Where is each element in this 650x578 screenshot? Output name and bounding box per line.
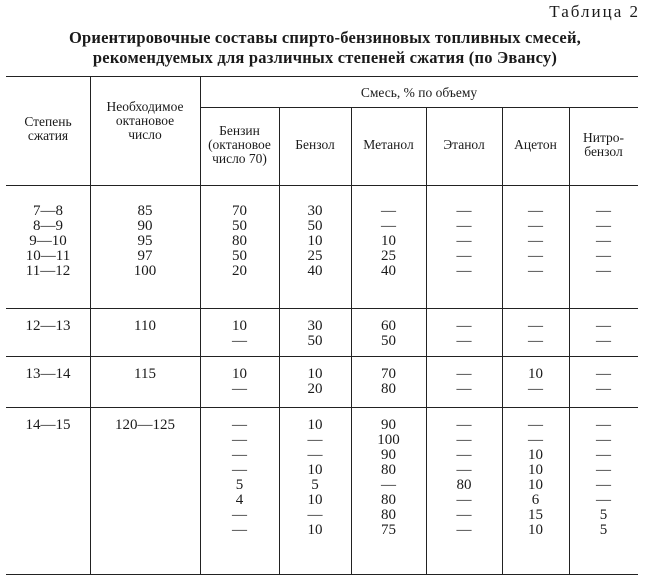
cell-nitrobenzene: — bbox=[596, 381, 611, 397]
cell-benzene: 20 bbox=[307, 381, 323, 397]
cell-octane: 95 bbox=[137, 233, 153, 249]
cell-acetone: — bbox=[528, 203, 543, 219]
cell-nitrobenzene: 5 bbox=[599, 507, 608, 523]
header-gasoline-line: Бензин bbox=[219, 123, 260, 138]
cell-benzene: 40 bbox=[307, 263, 323, 279]
cell-compression-ratio: 8—9 bbox=[33, 218, 63, 234]
cell-acetone: — bbox=[528, 218, 543, 234]
cell-octane: 85 bbox=[137, 203, 153, 219]
cell-acetone: — bbox=[528, 233, 543, 249]
cell-nitrobenzene: — bbox=[596, 203, 611, 219]
cell-methanol: 80 bbox=[381, 381, 396, 397]
cell-acetone: 15 bbox=[528, 507, 543, 523]
cell-octane: 97 bbox=[137, 248, 153, 264]
cell-acetone: 10 bbox=[528, 462, 543, 478]
cell-ethanol: — bbox=[456, 507, 472, 523]
cell-gasoline: 10 bbox=[232, 318, 247, 334]
header-divider bbox=[6, 185, 638, 186]
header-benzene-line: Бензол bbox=[295, 137, 335, 152]
cell-nitrobenzene: — bbox=[596, 447, 611, 463]
cell-ethanol: — bbox=[456, 203, 472, 219]
group-divider bbox=[6, 308, 638, 309]
cell-compression-ratio: 12—13 bbox=[25, 318, 71, 334]
cell-benzene: 50 bbox=[307, 218, 323, 234]
header-methanol bbox=[351, 138, 426, 152]
header-nitrobenzene bbox=[569, 131, 638, 159]
header-compression-ratio-line: Степень bbox=[24, 114, 72, 129]
cell-nitrobenzene: — bbox=[596, 248, 611, 264]
cell-methanol: 50 bbox=[381, 333, 396, 349]
cell-benzene: 5 bbox=[311, 477, 319, 493]
header-compression-ratio bbox=[6, 115, 90, 143]
header-benzene bbox=[279, 138, 351, 152]
cell-nitrobenzene: — bbox=[596, 432, 611, 448]
cell-nitrobenzene: — bbox=[596, 477, 611, 493]
cell-acetone: — bbox=[528, 248, 543, 264]
header-nitrobenzene-line: бензол bbox=[584, 144, 623, 159]
cell-octane: 100 bbox=[133, 263, 157, 279]
cell-ethanol: — bbox=[456, 318, 472, 334]
cell-methanol: 10 bbox=[381, 233, 396, 249]
cell-ethanol: — bbox=[456, 381, 472, 397]
cell-methanol: — bbox=[381, 218, 396, 234]
cell-gasoline: 20 bbox=[232, 263, 247, 279]
mixture-header-divider bbox=[200, 107, 638, 108]
header-octane-number-line: число bbox=[128, 127, 162, 142]
cell-ethanol: — bbox=[456, 462, 472, 478]
cell-methanol: 80 bbox=[381, 462, 396, 478]
cell-benzene: 30 bbox=[307, 318, 323, 334]
cell-gasoline: 10 bbox=[232, 366, 247, 382]
cell-benzene: 10 bbox=[307, 462, 323, 478]
cell-octane: 120—125 bbox=[115, 417, 175, 433]
cell-benzene: 30 bbox=[307, 203, 323, 219]
cell-gasoline: — bbox=[232, 381, 247, 397]
cell-benzene: 50 bbox=[307, 333, 323, 349]
cell-methanol: 100 bbox=[377, 432, 400, 448]
header-mixture: Смесь, % по объему bbox=[360, 85, 478, 100]
cell-nitrobenzene: — bbox=[596, 492, 611, 508]
cell-methanol: 90 bbox=[381, 447, 396, 463]
cell-benzene: — bbox=[307, 447, 323, 463]
header-nitrobenzene-line: Нитро- bbox=[582, 130, 625, 145]
header-acetone bbox=[502, 138, 569, 152]
header-octane-number bbox=[90, 100, 200, 142]
cell-nitrobenzene: — bbox=[596, 417, 611, 433]
cell-nitrobenzene: — bbox=[596, 366, 611, 382]
cell-methanol: 25 bbox=[381, 248, 396, 264]
cell-ethanol: — bbox=[456, 233, 472, 249]
cell-acetone: 10 bbox=[528, 522, 543, 538]
cell-nitrobenzene: — bbox=[596, 233, 611, 249]
cell-acetone: 10 bbox=[528, 447, 543, 463]
cell-gasoline: — bbox=[232, 462, 247, 478]
cell-benzene: 10 bbox=[307, 417, 323, 433]
cell-gasoline: — bbox=[232, 333, 247, 349]
cell-methanol: — bbox=[381, 477, 396, 493]
cell-methanol: 80 bbox=[381, 507, 396, 523]
cell-methanol: 75 bbox=[381, 522, 396, 538]
header-gasoline-line: (октановое bbox=[208, 137, 271, 152]
cell-methanol: 40 bbox=[381, 263, 396, 279]
cell-acetone: — bbox=[528, 333, 543, 349]
cell-ethanol: — bbox=[456, 248, 472, 264]
cell-gasoline: 70 bbox=[232, 203, 247, 219]
group-divider bbox=[6, 407, 638, 408]
cell-octane: 90 bbox=[137, 218, 153, 234]
cell-methanol: — bbox=[381, 203, 396, 219]
cell-ethanol: — bbox=[456, 447, 472, 463]
cell-acetone: — bbox=[528, 318, 543, 334]
cell-gasoline: 50 bbox=[232, 218, 247, 234]
cell-compression-ratio: 9—10 bbox=[29, 233, 67, 249]
cell-gasoline: 50 bbox=[232, 248, 247, 264]
cell-acetone: 10 bbox=[528, 477, 543, 493]
cell-gasoline: — bbox=[232, 507, 247, 523]
cell-nitrobenzene: — bbox=[596, 462, 611, 478]
cell-benzene: 10 bbox=[307, 233, 323, 249]
cell-methanol: 80 bbox=[381, 492, 396, 508]
group-divider bbox=[6, 356, 638, 357]
header-gasoline bbox=[200, 124, 279, 166]
cell-nitrobenzene: — bbox=[596, 218, 611, 234]
cell-gasoline: — bbox=[232, 522, 247, 538]
cell-ethanol: — bbox=[456, 492, 472, 508]
cell-gasoline: 4 bbox=[235, 492, 244, 508]
cell-gasoline: — bbox=[232, 447, 247, 463]
cell-compression-ratio: 10—11 bbox=[25, 248, 71, 264]
cell-gasoline: 5 bbox=[235, 477, 244, 493]
cell-compression-ratio: 11—12 bbox=[25, 263, 71, 279]
cell-ethanol: 80 bbox=[456, 477, 472, 493]
cell-nitrobenzene: — bbox=[596, 263, 611, 279]
cell-ethanol: — bbox=[456, 366, 472, 382]
cell-methanol: 70 bbox=[381, 366, 396, 382]
cell-ethanol: — bbox=[456, 263, 472, 279]
cell-benzene: — bbox=[307, 507, 323, 523]
cell-compression-ratio: 14—15 bbox=[25, 417, 71, 433]
cell-acetone: — bbox=[528, 263, 543, 279]
table-title bbox=[0, 28, 650, 68]
cell-methanol: 60 bbox=[381, 318, 396, 334]
header-ethanol bbox=[426, 138, 502, 152]
cell-benzene: 10 bbox=[307, 492, 323, 508]
header-gasoline-line: число 70) bbox=[212, 151, 267, 166]
header-ethanol-line: Этанол bbox=[443, 137, 485, 152]
cell-methanol: 90 bbox=[381, 417, 396, 433]
cell-octane: 115 bbox=[134, 366, 156, 382]
cell-benzene: — bbox=[307, 432, 323, 448]
cell-acetone: 10 bbox=[528, 366, 543, 382]
cell-ethanol: — bbox=[456, 218, 472, 234]
title-line-2: рекомендуемых для различных степеней сжатия (по Эвансу) bbox=[92, 48, 558, 67]
header-acetone-line: Ацетон bbox=[514, 137, 557, 152]
cell-acetone: — bbox=[528, 417, 543, 433]
cell-nitrobenzene: 5 bbox=[599, 522, 608, 538]
cell-ethanol: — bbox=[456, 333, 472, 349]
cell-octane: 110 bbox=[134, 318, 156, 334]
data-table bbox=[6, 76, 638, 575]
cell-compression-ratio: 7—8 bbox=[33, 203, 63, 219]
title-line-1: Ориентировочные составы спирто-бензиновых топливных смесей, bbox=[68, 28, 581, 47]
header-octane-number-line: Необходимое bbox=[106, 99, 184, 114]
cell-gasoline: — bbox=[232, 417, 247, 433]
cell-gasoline: — bbox=[232, 432, 247, 448]
cell-nitrobenzene: — bbox=[596, 318, 611, 334]
cell-acetone: — bbox=[528, 432, 543, 448]
header-methanol-line: Метанол bbox=[363, 137, 414, 152]
header-octane-number-line: октановое bbox=[115, 113, 175, 128]
cell-ethanol: — bbox=[456, 417, 472, 433]
cell-acetone: 6 bbox=[531, 492, 540, 508]
cell-gasoline: 80 bbox=[232, 233, 247, 249]
cell-compression-ratio: 13—14 bbox=[25, 366, 71, 382]
cell-benzene: 10 bbox=[307, 366, 323, 382]
cell-benzene: 10 bbox=[307, 522, 323, 538]
header-compression-ratio-line: сжатия bbox=[27, 128, 69, 143]
cell-benzene: 25 bbox=[307, 248, 323, 264]
table-label: Таблица 2 bbox=[549, 2, 640, 21]
cell-acetone: — bbox=[528, 381, 543, 397]
cell-ethanol: — bbox=[456, 522, 472, 538]
cell-ethanol: — bbox=[456, 432, 472, 448]
cell-nitrobenzene: — bbox=[596, 333, 611, 349]
